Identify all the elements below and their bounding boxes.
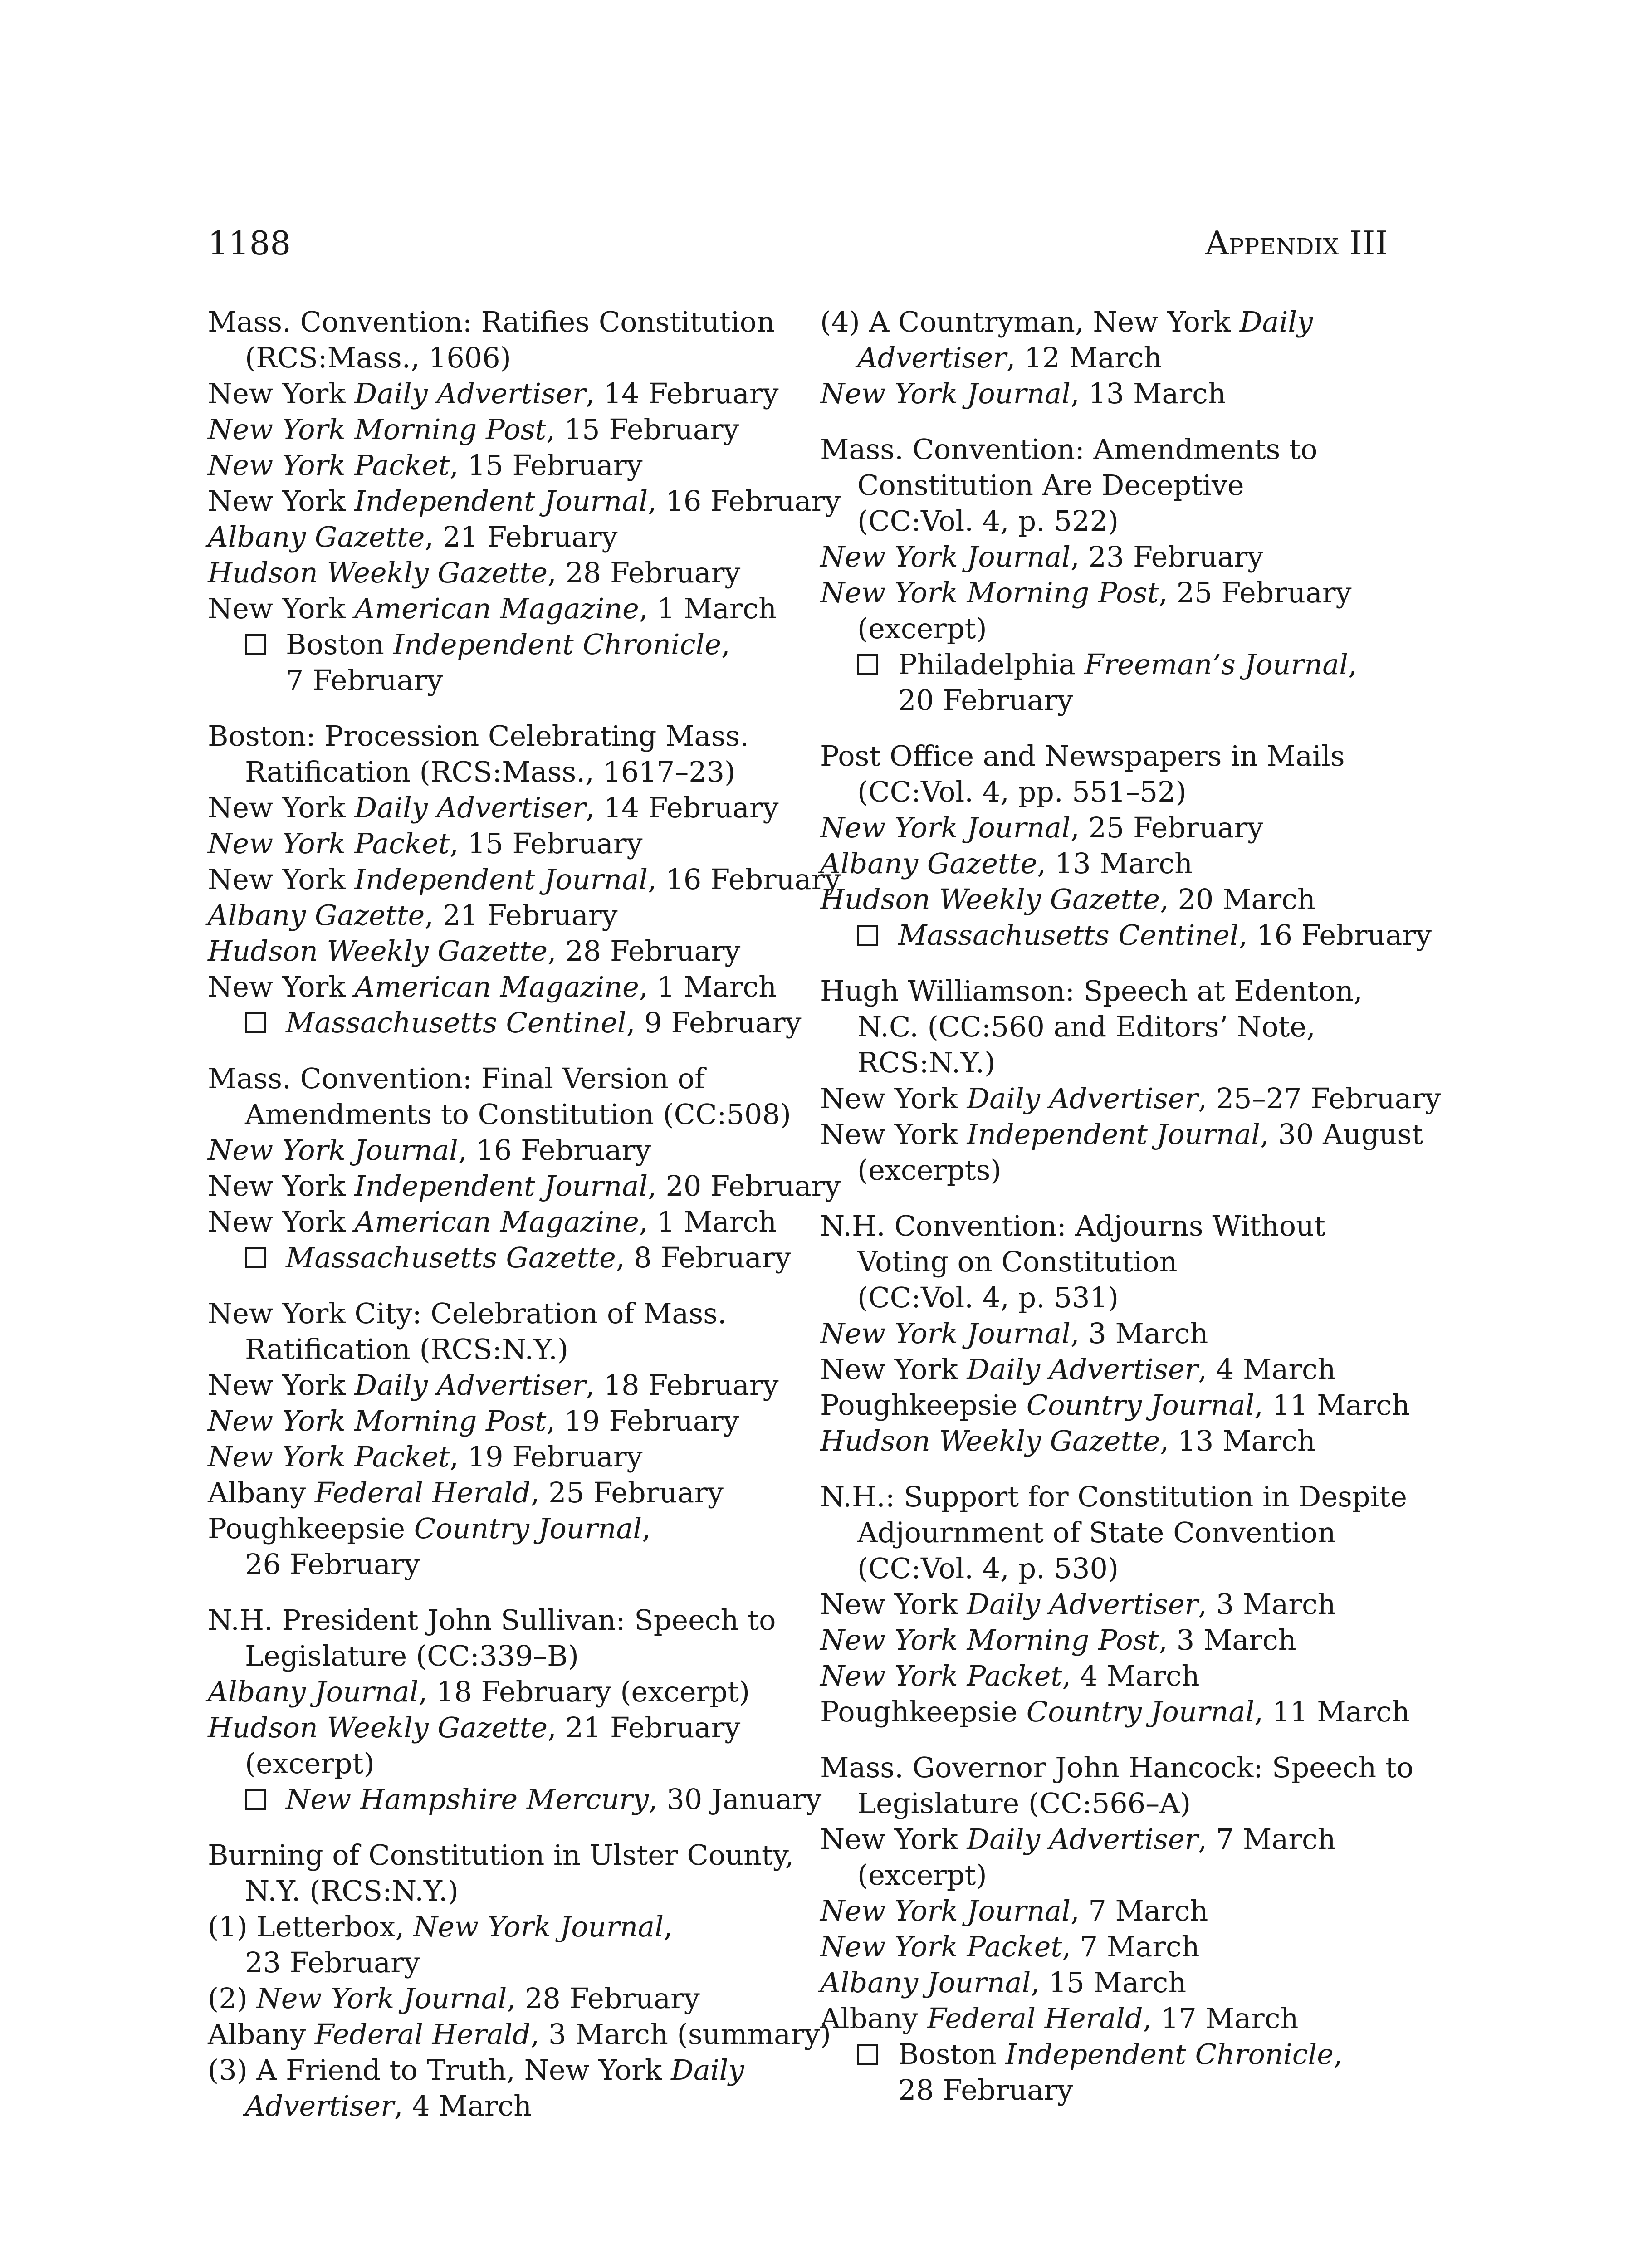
entry-heading-cont: Voting on Constitution [857, 1245, 1178, 1278]
reference-line: New York American Magazine, 1 March [208, 1205, 777, 1238]
newspaper-title: New York Morning Post [820, 1623, 1159, 1657]
reference-line: (4) A Countryman, New York Daily [820, 305, 1313, 338]
newspaper-title: Albany Gazette [208, 520, 425, 553]
newspaper-title: Albany Gazette [208, 899, 425, 932]
entry-heading-cont: Adjournment of State Convention [857, 1516, 1336, 1549]
newspaper-title: Freeman’s Journal [1084, 648, 1349, 681]
newspaper-title: Massachusetts Centinel [898, 919, 1239, 952]
reference-line: (1) Letterbox, New York Journal, [208, 1910, 673, 1943]
page-header [208, 221, 1388, 265]
checkbox-icon [857, 2044, 878, 2065]
entry-heading-cont: Legislature (CC:566–A) [857, 1787, 1191, 1820]
reference-line-cont: (excerpts) [857, 1154, 1002, 1187]
source-line-cont: 28 February [898, 2073, 1073, 2107]
newspaper-title: Daily Advertiser [354, 377, 586, 410]
checkbox-icon [245, 634, 266, 655]
checkbox-icon [245, 1012, 266, 1033]
entry-heading: New York City: Celebration of Mass. [208, 1297, 727, 1330]
newspaper-title: American Magazine [354, 1205, 639, 1238]
newspaper-title: Massachusetts Gazette [286, 1241, 616, 1274]
newspaper-title: New York Packet [820, 1930, 1062, 1963]
index-entry [208, 1837, 831, 2124]
reference-line: New York Morning Post, 25 February [820, 576, 1352, 609]
newspaper-title: Country Journal [1026, 1388, 1255, 1422]
entry-heading: Boston: Procession Celebrating Mass. [208, 719, 749, 753]
newspaper-title: Daily Advertiser [967, 1082, 1198, 1115]
reference-line: New York Packet, 19 February [208, 1440, 643, 1473]
reference-line: Poughkeepsie Country Journal, 11 March [820, 1695, 1410, 1728]
reference-line-cont: Advertiser, 4 March [245, 2089, 532, 2122]
newspaper-title: Daily Advertiser [967, 1353, 1198, 1386]
newspaper-title: New York Journal [820, 1894, 1071, 1927]
reference-line-cont: 26 February [245, 1548, 420, 1581]
reference-line-cont: (excerpt) [245, 1747, 375, 1780]
page-number: 1188 [208, 224, 291, 262]
reference-line: New York Morning Post, 19 February [208, 1404, 739, 1437]
reference-line: New York Independent Journal, 20 February [208, 1169, 841, 1202]
entry-heading-cont: (CC:Vol. 4, p. 522) [857, 504, 1119, 538]
index-entry [820, 304, 1401, 411]
reference-line: New York Independent Journal, 30 August [820, 1118, 1423, 1151]
reference-line: New York Independent Journal, 16 February [208, 863, 841, 896]
entry-heading-cont: Ratification (RCS:Mass., 1617–23) [245, 755, 736, 788]
newspaper-title: New York Journal [256, 1982, 507, 2015]
reference-line: New York Morning Post, 3 March [820, 1623, 1296, 1657]
index-entry [208, 1602, 822, 1817]
reference-line: New York Daily Advertiser, 14 February [208, 377, 779, 410]
entry-heading: Post Office and Newspapers in Mails [820, 739, 1345, 772]
reference-line: New York Journal, 3 March [820, 1317, 1208, 1350]
newspaper-title: Independent Journal [354, 1169, 648, 1202]
reference-line: (3) A Friend to Truth, New York Daily [208, 2053, 744, 2087]
newspaper-title: Daily Advertiser [967, 1588, 1198, 1621]
newspaper-title: Hudson Weekly Gazette [820, 1424, 1160, 1457]
newspaper-title: Independent Chronicle [393, 628, 721, 661]
reference-line: (2) New York Journal, 28 February [208, 1982, 700, 2015]
newspaper-title: Independent Chronicle [1005, 2038, 1334, 2071]
reference-line: New York Daily Advertiser, 7 March [820, 1823, 1336, 1856]
newspaper-title: Albany Gazette [820, 847, 1037, 880]
newspaper-title: Country Journal [414, 1512, 642, 1545]
reference-line: Albany Gazette, 21 February [208, 899, 618, 932]
entry-heading-cont: (CC:Vol. 4, p. 531) [857, 1281, 1119, 1314]
checkbox-icon [857, 925, 878, 946]
entry-heading: Mass. Governor John Hancock: Speech to [820, 1751, 1414, 1784]
reference-line-cont: Advertiser, 12 March [857, 341, 1162, 374]
entry-heading-cont: N.Y. (RCS:N.Y.) [245, 1874, 459, 1907]
reference-line: Albany Journal, 18 February (excerpt) [208, 1675, 750, 1708]
entry-heading: Hugh Williamson: Speech at Edenton, [820, 974, 1363, 1007]
reference-line: New York Packet, 7 March [820, 1930, 1200, 1963]
entry-heading: N.H.: Support for Constitution in Despite [820, 1480, 1407, 1513]
entry-heading-cont: (CC:Vol. 4, p. 530) [857, 1552, 1119, 1585]
reference-line: New York Journal, 7 March [820, 1894, 1208, 1927]
newspaper-title: Hudson Weekly Gazette [820, 883, 1160, 916]
newspaper-title: New York Morning Post [208, 1404, 547, 1437]
newspaper-title: Independent Journal [354, 484, 648, 518]
index-entry [820, 738, 1432, 953]
index-entry [820, 431, 1401, 718]
source-line: New Hampshire Mercury, 30 January [208, 1781, 784, 1817]
entry-heading: N.H. President John Sullivan: Speech to [208, 1603, 776, 1637]
reference-line: New York Morning Post, 15 February [208, 413, 739, 446]
entry-heading-cont: Legislature (CC:339–B) [245, 1639, 579, 1672]
reference-line: Hudson Weekly Gazette, 13 March [820, 1424, 1315, 1457]
entry-heading-cont: Ratification (RCS:N.Y.) [245, 1333, 569, 1366]
index-entry [208, 304, 841, 698]
newspaper-title: New York Journal [820, 1317, 1071, 1350]
newspaper-title: Advertiser [245, 2089, 394, 2122]
reference-line: Albany Federal Herald, 25 February [208, 1476, 724, 1509]
reference-line: New York Packet, 15 February [208, 827, 643, 860]
newspaper-title: Independent Journal [354, 863, 648, 896]
newspaper-title: New York Journal [820, 811, 1071, 844]
entry-heading-cont: (RCS:Mass., 1606) [245, 341, 511, 374]
reference-line: Albany Gazette, 13 March [820, 847, 1193, 880]
source-line: Massachusetts Gazette, 8 February [208, 1240, 784, 1276]
reference-line: New York American Magazine, 1 March [208, 970, 777, 1003]
newspaper-title: New York Packet [208, 1440, 450, 1473]
checkbox-icon [857, 654, 878, 675]
newspaper-title: Albany Journal [820, 1966, 1031, 1999]
entry-heading-cont: (CC:Vol. 4, pp. 551–52) [857, 775, 1187, 808]
newspaper-title: Federal Herald [927, 2002, 1143, 2035]
left-column [208, 304, 841, 2124]
right-column [820, 304, 1441, 2108]
newspaper-title: Hudson Weekly Gazette [208, 1711, 548, 1744]
index-entry [208, 1295, 784, 1582]
reference-line: Hudson Weekly Gazette, 21 February [208, 1711, 741, 1744]
source-line: Boston Independent Chronicle, [820, 2036, 1401, 2072]
newspaper-title: Federal Herald [314, 1476, 531, 1509]
entry-heading-cont: RCS:N.Y.) [857, 1046, 996, 1079]
newspaper-title: Hudson Weekly Gazette [208, 556, 548, 589]
newspaper-title: Daily Advertiser [354, 791, 586, 824]
newspaper-title: Albany Journal [208, 1675, 419, 1708]
newspaper-title: American Magazine [354, 970, 639, 1003]
entry-heading: N.H. Convention: Adjourns Without [820, 1209, 1325, 1242]
newspaper-title: Massachusetts Centinel [286, 1006, 626, 1039]
reference-line: Albany Journal, 15 March [820, 1966, 1187, 1999]
entry-heading: Burning of Constitution in Ulster County, [208, 1838, 794, 1872]
newspaper-title: Hudson Weekly Gazette [208, 934, 548, 968]
reference-line-cont: (excerpt) [857, 1858, 987, 1892]
entry-heading-cont: Constitution Are Deceptive [857, 469, 1244, 502]
newspaper-title: Daily Advertiser [354, 1369, 586, 1402]
newspaper-title: Advertiser [857, 341, 1007, 374]
reference-line: Hudson Weekly Gazette, 28 February [208, 934, 741, 968]
source-line-cont: 20 February [898, 684, 1073, 717]
reference-line: Poughkeepsie Country Journal, [208, 1512, 651, 1545]
index-entry [820, 973, 1441, 1188]
checkbox-icon [245, 1789, 266, 1810]
newspaper-title: New York Journal [413, 1910, 664, 1943]
reference-line: New York Journal, 23 February [820, 540, 1264, 573]
newspaper-title: American Magazine [354, 592, 639, 625]
reference-line: New York Daily Advertiser, 3 March [820, 1588, 1336, 1621]
reference-line: New York Journal, 16 February [208, 1134, 651, 1167]
newspaper-title: Daily Advertiser [967, 1823, 1198, 1856]
reference-line: New York Journal, 13 March [820, 377, 1226, 410]
source-line: Boston Independent Chronicle, [208, 626, 784, 662]
reference-line: New York Daily Advertiser, 14 February [208, 791, 779, 824]
entry-heading: Mass. Convention: Final Version of [208, 1062, 705, 1095]
index-entry [820, 1750, 1414, 2108]
reference-line: New York Packet, 4 March [820, 1659, 1200, 1692]
entry-heading: Mass. Convention: Amendments to [820, 433, 1318, 466]
index-entry [820, 1208, 1410, 1459]
newspaper-title: Daily [671, 2053, 744, 2087]
index-entry [820, 1479, 1410, 1730]
source-line-cont: 7 February [286, 664, 443, 697]
newspaper-title: Country Journal [1026, 1695, 1255, 1728]
newspaper-title: New York Packet [208, 827, 450, 860]
reference-line: New York Daily Advertiser, 18 February [208, 1369, 779, 1402]
newspaper-title: Federal Herald [314, 2018, 531, 2051]
entry-heading: Mass. Convention: Ratifies Constitution [208, 305, 775, 338]
reference-line: Hudson Weekly Gazette, 20 March [820, 883, 1315, 916]
reference-line: New York Daily Advertiser, 25–27 February [820, 1082, 1441, 1115]
newspaper-title: New York Packet [820, 1659, 1062, 1692]
newspaper-title: New York Packet [208, 449, 450, 482]
reference-line: Hudson Weekly Gazette, 28 February [208, 556, 741, 589]
checkbox-icon [245, 1247, 266, 1268]
reference-line-cont: 23 February [245, 1946, 420, 1979]
newspaper-title: New York Journal [820, 377, 1071, 410]
index-entry [208, 1061, 841, 1276]
newspaper-title: Daily [1239, 305, 1313, 338]
newspaper-title: New York Morning Post [208, 413, 547, 446]
reference-line: Albany Federal Herald, 3 March (summary) [208, 2018, 831, 2051]
source-line: Massachusetts Centinel, 16 February [820, 917, 1401, 953]
newspaper-title: Independent Journal [967, 1118, 1261, 1151]
newspaper-title: New York Journal [820, 540, 1071, 573]
reference-line-cont: (excerpt) [857, 612, 987, 645]
entry-heading-cont: Amendments to Constitution (CC:508) [245, 1098, 791, 1131]
reference-line: Albany Federal Herald, 17 March [820, 2002, 1299, 2035]
entry-heading-cont: N.C. (CC:560 and Editors’ Note, [857, 1010, 1315, 1043]
reference-line: Poughkeepsie Country Journal, 11 March [820, 1388, 1410, 1422]
source-line: Massachusetts Centinel, 9 February [208, 1005, 784, 1041]
newspaper-title: New Hampshire Mercury [286, 1783, 649, 1816]
reference-line: New York Journal, 25 February [820, 811, 1264, 844]
reference-line: New York Independent Journal, 16 February [208, 484, 841, 518]
source-line: Philadelphia Freeman’s Journal, [820, 646, 1401, 682]
reference-line: New York American Magazine, 1 March [208, 592, 777, 625]
newspaper-title: New York Morning Post [820, 576, 1159, 609]
running-head: Appendix III [1205, 224, 1388, 262]
reference-line: Albany Gazette, 21 February [208, 520, 618, 553]
reference-line: New York Packet, 15 February [208, 449, 643, 482]
index-entry [208, 718, 841, 1041]
newspaper-title: New York Journal [208, 1134, 458, 1167]
reference-line: New York Daily Advertiser, 4 March [820, 1353, 1336, 1386]
